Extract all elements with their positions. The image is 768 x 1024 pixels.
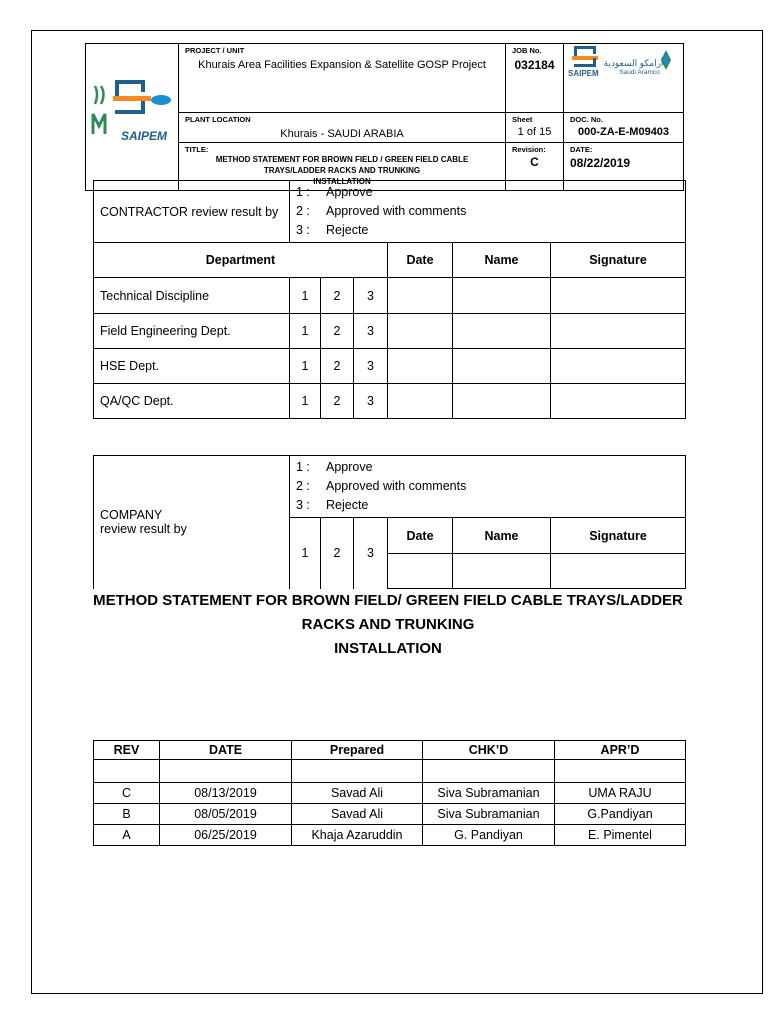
rating-3: 3 [354,518,388,589]
contractor-label: CONTRACTOR review result by [94,181,290,243]
rev-cell: C [94,783,160,804]
prepared-cell: Khaja Azaruddin [292,825,423,846]
col-date: Date [388,518,453,554]
rev-cell: B [94,804,160,825]
company-label [94,456,290,589]
table-row [94,314,686,349]
name-field[interactable] [453,314,551,349]
department-name: HSE Dept. [94,349,290,384]
signature-field[interactable] [551,384,686,419]
title-label: TITLE: [185,145,209,154]
signature-field[interactable] [551,314,686,349]
option-rejecte: 3 : Rejecte [296,498,369,512]
empty-cell [94,760,160,783]
department-name: QA/QC Dept. [94,384,290,419]
col-prepared: Prepared [292,741,423,760]
rating-2: 2 [321,518,354,589]
option-rejecte: 3 : Rejecte [296,223,369,237]
company-label-line-1: COMPANY [100,508,163,523]
plant-cell [179,113,506,143]
date-value: 08/22/2019 [570,156,631,170]
date-field[interactable] [388,554,453,589]
empty-cell [555,760,686,783]
main-title-line-1: METHOD STATEMENT FOR BROWN FIELD/ GREEN FIELD CABLE TRAYS/LADDER [93,592,683,609]
aramco-saipem-text: SAIPEM [568,69,599,78]
table-row [94,384,686,419]
revision-label: Revision: [512,145,546,154]
approved-cell: G.Pandiyan [555,804,686,825]
job-cell [506,44,564,113]
signature-field[interactable] [551,278,686,314]
col-rev: REV [94,741,160,760]
project-label: PROJECT / UNIT [185,46,245,55]
aramco-sub-text: Saudi Aramco [619,69,660,76]
date-field[interactable] [388,349,453,384]
saipem-logo-text: SAIPEM [120,128,167,143]
prepared-cell: Savad Ali [292,804,423,825]
plant-label: PLANT LOCATION [185,115,251,124]
rating-2: 2 [321,314,354,349]
title-line-1: METHOD STATEMENT FOR BROWN FIELD / GREEN FIELD CABLE [215,155,469,164]
col-signature: Signature [551,243,686,278]
saipem-logo-cell [86,44,179,191]
contractor-review-table [93,180,686,419]
company-review-table [93,455,686,589]
date-cell: 08/05/2019 [160,804,292,825]
empty-cell [292,760,423,783]
table-row [94,349,686,384]
project-value: Khurais Area Facilities Expansion & Satellite GOSP Project [198,59,486,71]
main-title [40,589,736,661]
col-name: Name [453,243,551,278]
rating-1: 1 [290,384,321,419]
checked-cell: G. Pandiyan [423,825,555,846]
col-date: DATE [160,741,292,760]
revision-history-table [93,740,686,846]
option-approved-with-comments: 2 : Approved with comments [296,204,467,218]
job-value: 032184 [514,58,555,72]
table-row [94,825,686,846]
col-signature: Signature [551,518,686,554]
company-label-line-2: review result by [100,522,187,537]
option-approved-with-comments: 2 : Approved with comments [296,479,467,493]
rev-cell: A [94,825,160,846]
rating-3: 3 [354,278,388,314]
doc-cell [564,113,684,143]
option-approve: 1 : Approve [296,185,373,199]
empty-cell [423,760,555,783]
plant-value: Khurais - SAUDI ARABIA [280,128,404,140]
rating-3: 3 [354,384,388,419]
approved-cell: E. Pimentel [555,825,686,846]
rating-1: 1 [290,518,321,589]
rating-1: 1 [290,349,321,384]
contractor-options [290,181,686,243]
title-line-2: TRAYS/LADDER RACKS AND TRUNKING [263,166,421,175]
checked-cell: Siva Subramanian [423,804,555,825]
rating-2: 2 [321,384,354,419]
table-header-row [94,741,686,760]
table-row [94,278,686,314]
department-name: Field Engineering Dept. [94,314,290,349]
prepared-cell: Savad Ali [292,783,423,804]
col-date: Date [388,243,453,278]
rating-1: 1 [290,278,321,314]
sheet-cell [506,113,564,143]
name-field[interactable] [453,349,551,384]
department-name: Technical Discipline [94,278,290,314]
name-field[interactable] [453,554,551,589]
main-title-line-2: RACKS AND TRUNKING [301,616,475,633]
rating-3: 3 [354,349,388,384]
date-label: DATE: [570,145,593,154]
company-options [290,456,686,518]
empty-cell [160,760,292,783]
title-line-3: INSTALLATION [313,177,371,186]
rating-2: 2 [321,349,354,384]
rating-3: 3 [354,314,388,349]
col-approved: APR’D [555,741,686,760]
name-field[interactable] [453,278,551,314]
job-label: JOB No. [512,46,542,55]
rating-1: 1 [290,314,321,349]
aramco-logo-cell [564,44,684,113]
date-field[interactable] [388,278,453,314]
date-field[interactable] [388,384,453,419]
col-name: Name [453,518,551,554]
main-title-line-3: INSTALLATION [334,640,442,657]
approved-cell: UMA RAJU [555,783,686,804]
table-row [94,760,686,783]
col-department: Department [94,243,388,278]
revision-value: C [530,155,539,169]
date-field[interactable] [388,314,453,349]
table-row [94,804,686,825]
doc-value: 000-ZA-E-M09403 [577,126,670,138]
document-header [85,43,684,191]
sheet-value: 1 of 15 [517,126,552,138]
col-checked: CHK’D [423,741,555,760]
signature-field[interactable] [551,349,686,384]
date-cell: 08/13/2019 [160,783,292,804]
sheet-label: Sheet [512,115,533,124]
date-cell: 06/25/2019 [160,825,292,846]
rating-2: 2 [321,278,354,314]
name-field[interactable] [453,384,551,419]
option-approve: 1 : Approve [296,460,373,474]
table-row [94,783,686,804]
signature-field[interactable] [551,554,686,589]
doc-label: DOC. No. [570,115,603,124]
aramco-arabic-text: أرامكو السعودية [603,58,664,68]
project-cell [179,44,506,113]
checked-cell: Siva Subramanian [423,783,555,804]
